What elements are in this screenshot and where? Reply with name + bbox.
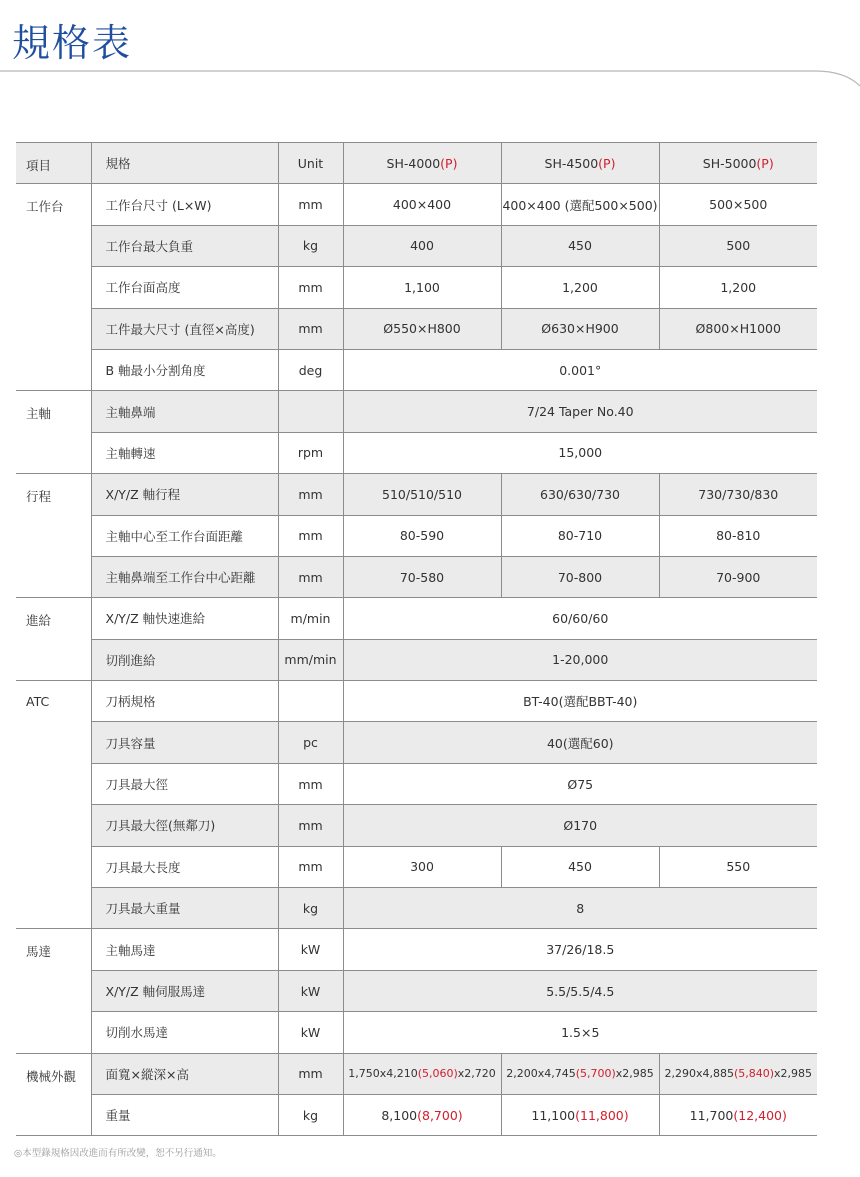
row-unit: deg [278, 349, 343, 390]
row-value: 550 [659, 846, 817, 887]
row-value: 450 [501, 846, 659, 887]
row-value: 500 [659, 225, 817, 266]
value-part: x2,985 [615, 1067, 654, 1081]
value-highlight: (5,840) [733, 1067, 775, 1081]
category-feed: 進給 [16, 598, 91, 681]
row-unit [278, 391, 343, 432]
row-unit: kW [278, 1012, 343, 1053]
row-unit: mm [278, 846, 343, 887]
row-value: 7/24 Taper No.40 [343, 391, 817, 432]
header-item: 規格 [91, 143, 278, 184]
table-row [16, 1094, 817, 1135]
table-row [16, 308, 817, 349]
row-item: 工件最大尺寸 (直徑×高度) [91, 308, 278, 349]
row-item: 刀柄規格 [91, 681, 278, 722]
row-item: 工作台尺寸 (L×W) [91, 184, 278, 225]
table-row [16, 474, 817, 515]
value-part: x2,720 [457, 1067, 496, 1081]
value-highlight: (12,400) [733, 1107, 787, 1123]
page-title: 規格表 [12, 21, 133, 65]
category-spindle: 主軸 [16, 391, 91, 474]
row-item: 刀具最大徑 [91, 763, 278, 804]
row-unit: mm [278, 308, 343, 349]
row-unit: mm/min [278, 639, 343, 680]
row-unit: mm [278, 267, 343, 308]
row-unit: mm [278, 763, 343, 804]
row-unit: mm [278, 556, 343, 597]
row-item: 工作台面高度 [91, 267, 278, 308]
row-value [659, 1094, 817, 1135]
row-value [659, 1053, 817, 1094]
row-item: 主軸鼻端 [91, 391, 278, 432]
table-row [16, 846, 817, 887]
row-item: B 軸最小分割角度 [91, 349, 278, 390]
row-unit: mm [278, 515, 343, 556]
category-motor: 馬達 [16, 929, 91, 1053]
row-unit: kW [278, 970, 343, 1011]
row-value: 300 [343, 846, 501, 887]
value-part: 1,750x4,210 [348, 1067, 418, 1081]
table-row [16, 184, 817, 225]
row-unit: kW [278, 929, 343, 970]
category-travel: 行程 [16, 474, 91, 598]
row-value: 80-710 [501, 515, 659, 556]
row-unit [278, 681, 343, 722]
row-value [343, 1053, 501, 1094]
row-item: 主軸轉速 [91, 432, 278, 473]
table-row [16, 1053, 817, 1094]
row-value: 400×400 [343, 184, 501, 225]
row-unit: mm [278, 805, 343, 846]
value-part: 11,100 [531, 1107, 576, 1123]
value-highlight: (8,700) [417, 1107, 463, 1123]
row-unit: mm [278, 1053, 343, 1094]
row-item: X/Y/Z 軸伺服馬達 [91, 970, 278, 1011]
model-name: SH-4500 [544, 155, 599, 171]
row-unit: kg [278, 225, 343, 266]
row-item: 主軸鼻端至工作台中心距離 [91, 556, 278, 597]
row-item: 工作台最大負重 [91, 225, 278, 266]
row-value: 40(選配60) [343, 722, 817, 763]
row-unit: kg [278, 1094, 343, 1135]
category-atc: ATC [16, 681, 91, 929]
row-unit: mm [278, 474, 343, 515]
footnote: ◎本型錄規格因改進而有所改變，恕不另行通知。 [14, 1148, 222, 1159]
table-row [16, 929, 817, 970]
value-highlight: (5,060) [417, 1067, 458, 1081]
table-row [16, 763, 817, 804]
row-item: 刀具最大重量 [91, 888, 278, 929]
model-name: SH-5000 [702, 155, 757, 171]
row-value: 630/630/730 [501, 474, 659, 515]
header-model-3 [659, 143, 817, 184]
value-highlight: (11,800) [575, 1107, 629, 1123]
row-value: 0.001° [343, 349, 817, 390]
row-value: Ø170 [343, 805, 817, 846]
row-item: X/Y/Z 軸快速進給 [91, 598, 278, 639]
value-highlight: (5,700) [575, 1067, 616, 1081]
row-value: 1,200 [501, 267, 659, 308]
table-row [16, 556, 817, 597]
row-value: 450 [501, 225, 659, 266]
model-suffix: (P) [598, 155, 616, 171]
table-header-row [16, 143, 817, 184]
row-value [501, 1053, 659, 1094]
category-worktable: 工作台 [16, 184, 91, 391]
row-value: Ø800×H1000 [659, 308, 817, 349]
model-suffix: (P) [756, 155, 774, 171]
table-row [16, 391, 817, 432]
header-unit: Unit [278, 143, 343, 184]
row-value: 730/730/830 [659, 474, 817, 515]
row-unit: kg [278, 888, 343, 929]
table-row [16, 722, 817, 763]
header-category: 項目 [16, 143, 91, 184]
row-item: 刀具最大長度 [91, 846, 278, 887]
row-value: 15,000 [343, 432, 817, 473]
row-value: 400 [343, 225, 501, 266]
row-item: 刀具容量 [91, 722, 278, 763]
row-value: Ø550×H800 [343, 308, 501, 349]
table-row [16, 888, 817, 929]
value-part: x2,985 [774, 1067, 813, 1081]
table-row [16, 349, 817, 390]
row-value [343, 1094, 501, 1135]
value-part: 2,200x4,745 [506, 1067, 576, 1081]
value-part: 2,290x4,885 [664, 1067, 734, 1081]
row-item: 切削進給 [91, 639, 278, 680]
row-value: 1,200 [659, 267, 817, 308]
table-row [16, 970, 817, 1011]
model-name: SH-4000 [386, 155, 441, 171]
row-value: 70-900 [659, 556, 817, 597]
row-value [501, 1094, 659, 1135]
row-value: 400×400 (選配500×500) [501, 184, 659, 225]
row-value: 70-580 [343, 556, 501, 597]
row-item: 面寬×縱深×高 [91, 1053, 278, 1094]
table-row [16, 515, 817, 556]
value-part: 8,100 [381, 1107, 418, 1123]
row-item: 切削水馬達 [91, 1012, 278, 1053]
value-part: 11,700 [689, 1107, 734, 1123]
row-value: 60/60/60 [343, 598, 817, 639]
row-value: 5.5/5.5/4.5 [343, 970, 817, 1011]
row-unit: rpm [278, 432, 343, 473]
header-model-2 [501, 143, 659, 184]
table-row [16, 1012, 817, 1053]
row-item: X/Y/Z 軸行程 [91, 474, 278, 515]
row-value: 1-20,000 [343, 639, 817, 680]
table-row [16, 805, 817, 846]
table-row [16, 598, 817, 639]
row-value: 8 [343, 888, 817, 929]
row-value: 80-810 [659, 515, 817, 556]
row-value: 510/510/510 [343, 474, 501, 515]
row-item: 刀具最大徑(無鄰刀) [91, 805, 278, 846]
row-item: 主軸中心至工作台面距離 [91, 515, 278, 556]
table-row [16, 639, 817, 680]
header-model-1 [343, 143, 501, 184]
row-value: 80-590 [343, 515, 501, 556]
table-row [16, 225, 817, 266]
row-unit: m/min [278, 598, 343, 639]
row-value: BT-40(選配BBT-40) [343, 681, 817, 722]
table-row [16, 432, 817, 473]
row-value: Ø630×H900 [501, 308, 659, 349]
row-value: 500×500 [659, 184, 817, 225]
row-value: 1,100 [343, 267, 501, 308]
row-unit: pc [278, 722, 343, 763]
row-value: 70-800 [501, 556, 659, 597]
row-value: 1.5×5 [343, 1012, 817, 1053]
table-row [16, 681, 817, 722]
row-item: 重量 [91, 1094, 278, 1135]
row-item: 主軸馬達 [91, 929, 278, 970]
row-unit: mm [278, 184, 343, 225]
category-dimensions: 機械外觀 [16, 1053, 91, 1136]
row-value: 37/26/18.5 [343, 929, 817, 970]
row-value: Ø75 [343, 763, 817, 804]
table-row [16, 267, 817, 308]
model-suffix: (P) [440, 155, 458, 171]
spec-table [16, 142, 817, 1136]
